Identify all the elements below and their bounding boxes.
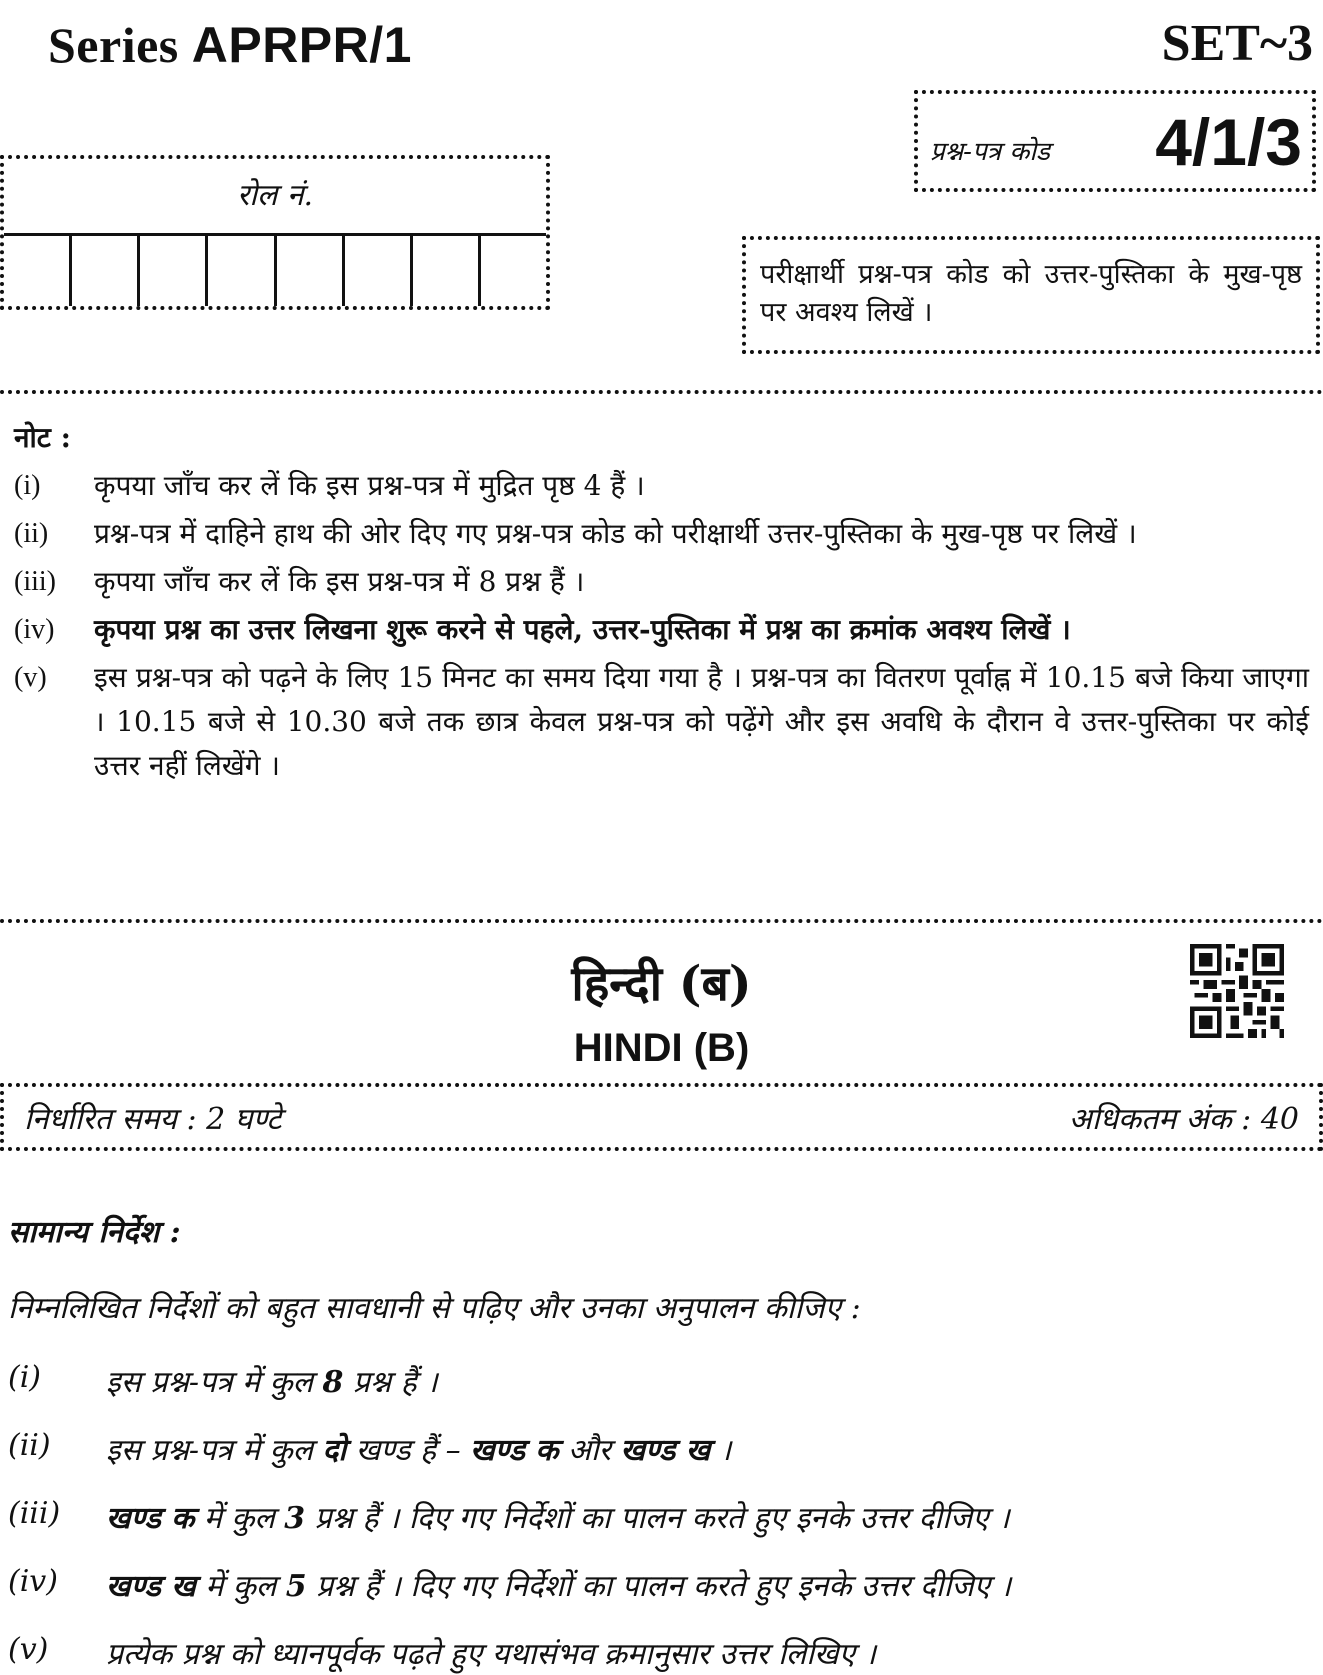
roll-number-label: रोल नं. <box>236 178 314 213</box>
note-item-number: (v) <box>14 662 47 693</box>
note-title: नोट : <box>14 421 71 454</box>
note-item-text: इस प्रश्न-पत्र को पढ़ने के लिए 15 मिनट का समय दिया गया है । प्रश्न-पत्र का वितरण पूर्वाह्न में 10.15 बजे किया जाएगा । 10.15 बजे से 10.30 बजे तक छात्र केवल प्रश्न-पत्र को पढ़ेंगे और इस अवधि के दौरान वे उत्तर-पुस्तिका पर कोई उत्तर नहीं लिखेंगे । <box>94 661 1309 782</box>
note-box <box>0 390 1323 923</box>
note-item <box>14 560 1309 604</box>
note-item-number: (i) <box>14 470 41 501</box>
instruction-text: इस प्रश्न-पत्र में कुल 8 प्रश्न हैं । <box>106 1365 438 1400</box>
note-item-text: कृपया जाँच कर लें कि इस प्रश्न-पत्र में 8 प्रश्न हैं । <box>94 565 585 598</box>
note-item <box>14 464 1309 508</box>
general-instruction-item <box>8 1496 1010 1537</box>
roll-number-cell[interactable] <box>208 236 276 306</box>
roll-number-cell[interactable] <box>481 236 546 306</box>
candidate-instruction-box: परीक्षार्थी प्रश्न-पत्र कोड को उत्तर-पुस्तिका के मुख-पृष्ठ पर अवश्य लिखें । <box>742 236 1320 354</box>
roll-number-cell[interactable] <box>72 236 140 306</box>
roll-number-cell[interactable] <box>413 236 481 306</box>
general-instruction-item <box>8 1564 1011 1605</box>
general-instruction-item <box>8 1632 876 1673</box>
instruction-number: (ii) <box>8 1428 51 1463</box>
roll-number-cells <box>4 233 546 306</box>
instruction-text: खण्ड ख में कुल 5 प्रश्न हैं । दिए गए निर्देशों का पालन करते हुए इनके उत्तर दीजिए । <box>106 1569 1012 1604</box>
note-item <box>14 656 1309 788</box>
roll-number-cell[interactable] <box>345 236 413 306</box>
general-instruction-item <box>8 1360 438 1401</box>
note-item <box>14 512 1309 556</box>
general-instruction-item <box>8 1428 731 1469</box>
paper-code-value: 4/1/3 <box>1155 105 1302 179</box>
general-instructions-intro: निम्नलिखित निर्देशों को बहुत सावधानी से पढ़िए और उनका अनुपालन कीजिए : <box>8 1291 861 1326</box>
instruction-number: (i) <box>8 1360 42 1395</box>
time-marks-box <box>0 1083 1323 1151</box>
set-label: SET~3 <box>1161 15 1313 72</box>
series-label <box>48 16 412 74</box>
note-item-number: (iv) <box>14 614 55 645</box>
general-instructions-title: सामान्य निर्देश : <box>8 1215 181 1250</box>
subject-title-english: HINDI (B) <box>573 1026 750 1070</box>
paper-code-box <box>914 90 1316 192</box>
instruction-number: (v) <box>8 1632 49 1667</box>
instruction-text: खण्ड क में कुल 3 प्रश्न हैं । दिए गए निर्देशों का पालन करते हुए इनके उत्तर दीजिए । <box>106 1501 1010 1536</box>
roll-number-cell[interactable] <box>277 236 345 306</box>
series-code: APRPR/1 <box>191 17 412 73</box>
note-item-text: प्रश्न-पत्र में दाहिने हाथ की ओर दिए गए प्रश्न-पत्र कोड को परीक्षार्थी उत्तर-पुस्तिका के मुख-पृष्ठ पर लिखें । <box>94 517 1137 550</box>
series-prefix: Series <box>48 17 192 73</box>
note-item <box>14 608 1309 652</box>
roll-number-cell[interactable] <box>4 236 72 306</box>
instruction-text: इस प्रश्न-पत्र में कुल दो खण्ड हैं – खण्ड क और खण्ड ख । <box>106 1433 732 1468</box>
subject-title-hindi: हिन्दी (ब) <box>571 956 752 1012</box>
note-item-text: कृपया जाँच कर लें कि इस प्रश्न-पत्र में मुद्रित पृष्ठ 4 हैं । <box>94 469 645 502</box>
note-item-text: कृपया प्रश्न का उत्तर लिखना शुरू करने से पहले, उत्तर-पुस्तिका में प्रश्न का क्रमांक अवश्य लिखें । <box>94 613 1071 646</box>
note-item-number: (ii) <box>14 518 49 549</box>
time-allowed: निर्धारित समय : 2 घण्टे <box>24 1101 282 1137</box>
maximum-marks: अधिकतम अंक : 40 <box>1068 1101 1299 1137</box>
note-item-number: (iii) <box>14 566 56 597</box>
roll-number-cell[interactable] <box>140 236 208 306</box>
instruction-text: प्रत्येक प्रश्न को ध्यानपूर्वक पढ़ते हुए यथासंभव क्रमानुसार उत्तर लिखिए । <box>106 1637 877 1672</box>
instruction-number: (iv) <box>8 1564 58 1599</box>
instruction-number: (iii) <box>8 1496 61 1531</box>
qr-code-icon <box>1190 944 1284 1038</box>
roll-number-box <box>0 155 550 310</box>
paper-code-label: प्रश्न-पत्र कोड <box>930 137 1050 167</box>
